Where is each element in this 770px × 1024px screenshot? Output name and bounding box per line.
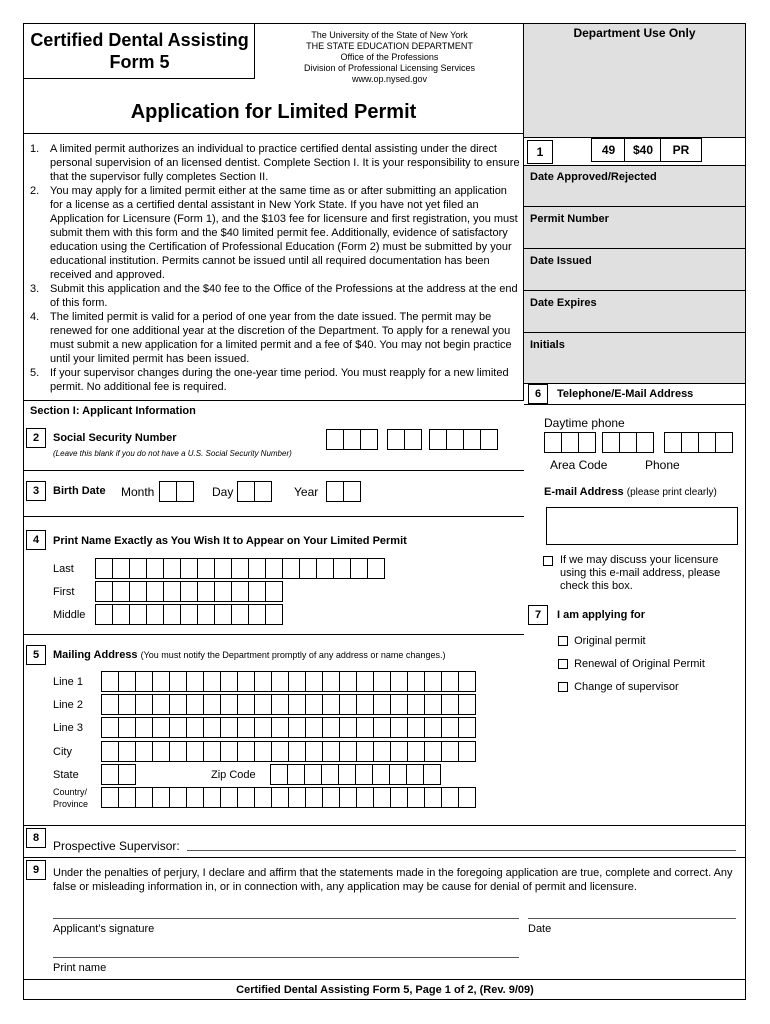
phone-label: Phone <box>645 458 680 472</box>
dept-box-1: 1 <box>527 140 553 164</box>
initials-label: Initials <box>530 339 565 351</box>
name-label: Print Name Exactly as You Wish It to Appear on Your Limited Permit <box>53 535 407 547</box>
date-approved-label: Date Approved/Rejected <box>530 171 657 183</box>
form-title-line1: Certified Dental Assisting <box>30 30 249 50</box>
email-note: (please print clearly) <box>626 487 717 498</box>
department-use-panel <box>524 24 745 383</box>
prospective-supervisor-input[interactable] <box>187 850 736 851</box>
first-name-boxes[interactable] <box>95 581 282 602</box>
state-boxes[interactable] <box>101 764 135 785</box>
instruction-item: 3. Submit this application and the $40 fee to the Office of the Professions at the address at the end of this form. <box>30 283 518 309</box>
applicant-signature-label: Applicant’s signature <box>53 923 155 935</box>
agency-header <box>272 30 507 85</box>
middle-name-boxes[interactable] <box>95 604 282 625</box>
country-boxes[interactable] <box>101 787 475 808</box>
applying-for-title: I am applying for <box>557 609 646 621</box>
state-label: State <box>53 769 79 781</box>
item-number-9: 9 <box>26 860 46 880</box>
month-label: Month <box>121 485 155 499</box>
date-issued-label: Date Issued <box>530 255 592 267</box>
item-number-8: 8 <box>26 828 46 848</box>
birth-date-label: Birth Date <box>53 485 106 497</box>
page-title: Application for Limited Permit <box>130 101 417 123</box>
date-input[interactable] <box>528 918 736 919</box>
contact-title: Telephone/E-Mail Address <box>557 388 694 400</box>
option-original-permit[interactable]: Original permit <box>558 635 646 647</box>
agency-line: THE STATE EDUCATION DEPARTMENT <box>306 41 473 51</box>
last-name-label: Last <box>53 563 74 575</box>
address-line1-boxes[interactable] <box>101 671 475 692</box>
dept-code-fee: $40 <box>624 138 662 162</box>
declaration-text: Under the penalties of perjury, I declare and affirm that the statements made in the foregoing application are true, complete and correct. Any false or misleading information in, or in connection with, any application may be cause for denial of permit and licensure. <box>53 867 733 893</box>
phone-number-boxes[interactable] <box>602 432 653 453</box>
ssn-label: Social Security Number <box>53 432 177 444</box>
email-input[interactable] <box>546 507 738 545</box>
instruction-item: 5. If your supervisor changes during the one-year time period. You must reapply for a new limited permit. No additional fee is required. <box>30 367 509 393</box>
country-label: Country/ Province <box>53 787 89 809</box>
address-line3-label: Line 3 <box>53 722 83 734</box>
address-line2-label: Line 2 <box>53 699 83 711</box>
middle-name-label: Middle <box>53 609 86 621</box>
city-boxes[interactable] <box>101 741 475 762</box>
mailing-address-label: Mailing Address <box>53 649 138 661</box>
item-number-7: 7 <box>528 605 548 625</box>
zip-code-label: Zip Code <box>211 769 256 781</box>
agency-website[interactable]: www.op.nysed.gov <box>351 74 428 84</box>
instruction-item: 2. You may apply for a limited permit either at the same time as or after submitting an application for a license as a certified dental assistant in New York State. If you have not yet filed an Application for Licensure (Form 1), and the $103 fee for licensure and first registration, you must submit them with this form and the $40 limited permit fee. Additionally, evidence of satisfactory education using the Certification of Professional Education (Form 2) must be submitted by your educational institution. Permits cannot be issued until all required documentation has been received and approved. <box>30 185 518 281</box>
email-consent-text: If we may discuss your licensure using this e-mail address, please check this box. <box>560 554 721 592</box>
dept-code-pr: PR <box>660 138 702 162</box>
instructions-list <box>26 142 520 394</box>
item-number-5: 5 <box>26 645 46 665</box>
email-consent-checkbox[interactable] <box>543 556 553 566</box>
birth-day-boxes[interactable] <box>237 481 271 502</box>
form-title-line2: Form 5 <box>109 52 170 72</box>
dept-code-49: 49 <box>591 138 626 162</box>
applicant-signature-input[interactable] <box>53 918 519 919</box>
ssn-boxes-serial[interactable] <box>429 429 497 450</box>
item-number-4: 4 <box>26 530 46 550</box>
day-label: Day <box>212 485 234 499</box>
birth-year-boxes[interactable] <box>326 481 360 502</box>
instruction-item: 4. The limited permit is valid for a period of one year from the date issued. The permit may be renewed for one additional year at the discretion of the Department. To apply for a renewal you must submit a new application for a limited permit and a fee of $40. You may not begin practice until your limited permit has been issued. <box>30 311 512 365</box>
mailing-address-header <box>53 649 445 661</box>
change-supervisor-checkbox[interactable] <box>558 682 568 692</box>
email-label: E-mail Address <box>544 486 624 498</box>
print-name-input[interactable] <box>53 957 519 958</box>
agency-line: Division of Professional Licensing Services <box>303 63 476 73</box>
mailing-address-note: (You must notify the Department promptly of any address or name changes.) <box>140 650 446 660</box>
last-name-boxes[interactable] <box>95 558 384 579</box>
city-label: City <box>53 746 72 758</box>
item-number-2: 2 <box>26 428 46 448</box>
zip-code-boxes[interactable] <box>270 764 440 785</box>
agency-line: The University of the State of New York <box>311 30 468 40</box>
address-line3-boxes[interactable] <box>101 717 475 738</box>
option-renewal[interactable]: Renewal of Original Permit <box>558 658 705 670</box>
year-label: Year <box>294 485 319 499</box>
phone-number-boxes-2[interactable] <box>664 432 732 453</box>
birth-month-boxes[interactable] <box>159 481 193 502</box>
ssn-note: (Leave this blank if you do not have a U.S. Social Security Number) <box>53 449 292 458</box>
original-permit-checkbox[interactable] <box>558 636 568 646</box>
section-1-title: Section I: Applicant Information <box>30 405 196 417</box>
address-line1-label: Line 1 <box>53 676 83 688</box>
daytime-phone-label: Daytime phone <box>544 416 625 430</box>
date-expires-label: Date Expires <box>530 297 597 309</box>
print-name-label: Print name <box>53 962 107 974</box>
department-use-title: Department Use Only <box>573 26 696 40</box>
instruction-item: 1. A limited permit authorizes an individual to practice certified dental assisting under the direct personal supervision of an licensed dentist. Complete Section I. It is your responsibility to ensure that the supervisor fully completes Section II. <box>30 143 520 183</box>
option-change-supervisor[interactable]: Change of supervisor <box>558 681 679 693</box>
form-title-box <box>24 24 255 79</box>
form-footer: Certified Dental Assisting Form 5, Page 1 of 2, (Rev. 9/09) <box>236 984 534 996</box>
address-line2-boxes[interactable] <box>101 694 475 715</box>
email-label-row <box>544 486 717 498</box>
ssn-boxes-area[interactable] <box>326 429 377 450</box>
ssn-boxes-group[interactable] <box>387 429 421 450</box>
area-code-label: Area Code <box>550 458 608 472</box>
renewal-checkbox[interactable] <box>558 659 568 669</box>
prospective-supervisor-label: Prospective Supervisor: <box>53 839 180 853</box>
agency-line: Office of the Professions <box>340 52 439 62</box>
permit-number-label: Permit Number <box>530 213 609 225</box>
phone-area-code-boxes[interactable] <box>544 432 595 453</box>
item-number-3: 3 <box>26 481 46 501</box>
item-number-6: 6 <box>528 384 548 404</box>
first-name-label: First <box>53 586 75 598</box>
date-label: Date <box>528 923 552 935</box>
